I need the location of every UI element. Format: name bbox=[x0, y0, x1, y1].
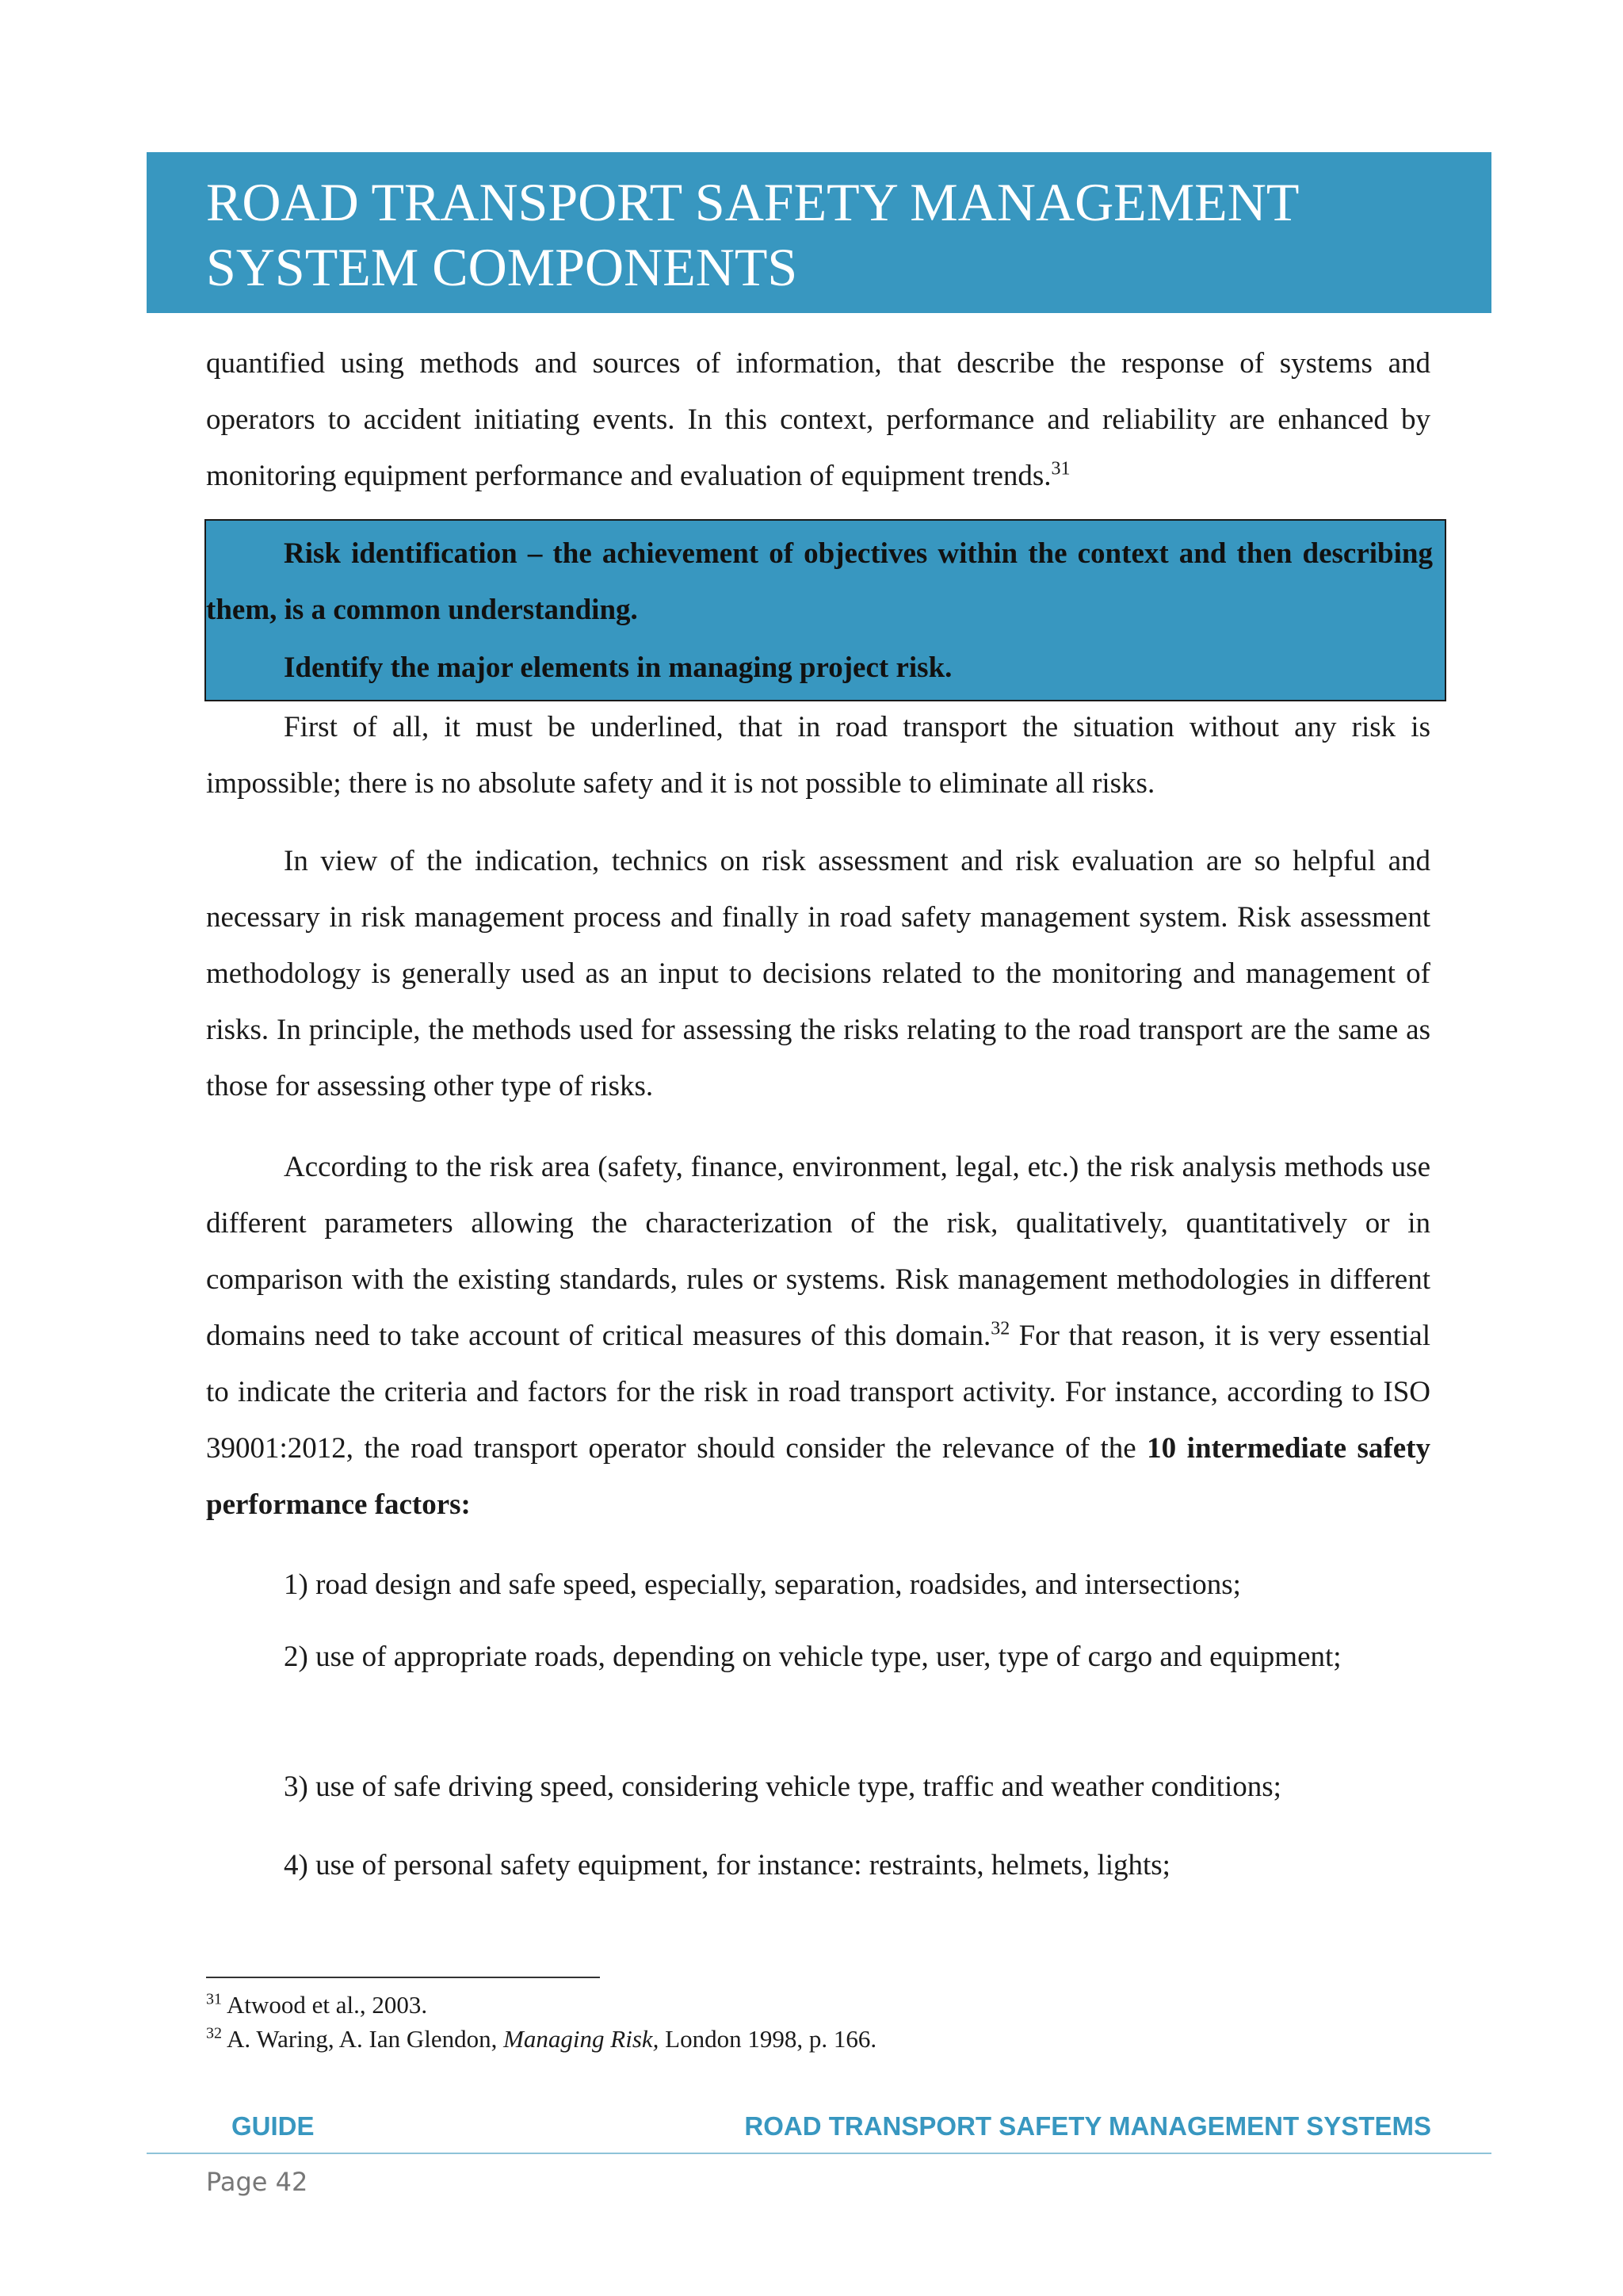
paragraph-3-part-a: According to the risk area (safety, finance, environment, legal, etc.) the risk analysis methods use different parameters allowing the characterization of the risk, qualitatively, quantitatively or in comparison with the existing standards, rules or systems. Risk management methodologies in different domains need to take account of critical measures of this domain. bbox=[206, 1151, 1430, 1352]
footnote-ref-31: 31 bbox=[1051, 458, 1071, 479]
list-item: 3) use of safe driving speed, considering vehicle type, traffic and weather conditions; bbox=[284, 1771, 1281, 1803]
page-title bbox=[206, 170, 1299, 300]
callout-line-1: Risk identification – the achievement of objectives within the context and then describing them, is a common understanding. bbox=[206, 537, 1433, 626]
intro-text: quantified using methods and sources of information, that describe the response of systems and operators to accident initiating events. In this context, performance and reliability are enhanced by monitoring equipment performance and evaluation of equipment trends. bbox=[206, 347, 1430, 492]
footer-divider bbox=[147, 2153, 1491, 2154]
footnote-divider bbox=[206, 1977, 600, 1978]
footnote-ref-32: 32 bbox=[991, 1318, 1010, 1339]
paragraph-2: In view of the indication, technics on risk assessment and risk evaluation are so helpful and necessary in risk management process and finally in road safety management system. Risk assessment methodology is generally used as an input to decisions related to the monitoring and management of risks. In principle, the methods used for assessing the risks relating to the road transport are the same as those for assessing other type of risks. bbox=[206, 845, 1430, 1102]
callout-box bbox=[204, 519, 1446, 701]
footnote-text: A. Waring, A. Ian Glendon, bbox=[222, 2025, 504, 2053]
paragraph-3-bold: 10 intermediate safety performance factors: bbox=[206, 1432, 1430, 1521]
title-line-1: ROAD TRANSPORT SAFETY MANAGEMENT bbox=[206, 172, 1300, 232]
paragraph-3 bbox=[206, 1139, 1430, 1533]
header-band bbox=[147, 152, 1491, 313]
callout-line-2: Identify the major elements in managing project risk. bbox=[284, 651, 953, 684]
page-number: Page 42 bbox=[206, 2167, 308, 2197]
footnote-text: Atwood et al., 2003. bbox=[222, 1991, 428, 2019]
footnote-32 bbox=[206, 2023, 876, 2055]
footer-guide-label: GUIDE bbox=[231, 2111, 315, 2141]
footnote-number: 31 bbox=[206, 1990, 222, 2008]
footnote-number: 32 bbox=[206, 2024, 222, 2042]
list-item: 2) use of appropriate roads, depending on vehicle type, user, type of cargo and equipment; bbox=[284, 1641, 1342, 1673]
footer-document-title: ROAD TRANSPORT SAFETY MANAGEMENT SYSTEMS bbox=[744, 2111, 1431, 2141]
list-item: 1) road design and safe speed, especially, separation, roadsides, and intersections; bbox=[284, 1568, 1241, 1601]
title-line-2: SYSTEM COMPONENTS bbox=[206, 237, 798, 297]
paragraph-1: First of all, it must be underlined, that in road transport the situation without any risk is impossible; there is no absolute safety and it is not possible to eliminate all risks. bbox=[206, 711, 1430, 800]
intro-paragraph bbox=[206, 335, 1430, 504]
footnote-text-end: London 1998, p. 166. bbox=[659, 2025, 877, 2053]
list-item: 4) use of personal safety equipment, for instance: restraints, helmets, lights; bbox=[284, 1849, 1170, 1881]
paragraph-3-part-b: For that reason, it is very essential to indicate the criteria and factors for the risk in road transport activity. For instance, according to ISO 39001:2012, the road transport operator should consider the relevance of the bbox=[206, 1320, 1430, 1465]
footnote-31 bbox=[206, 1989, 427, 2021]
footnote-italic-title: Managing Risk, bbox=[503, 2025, 659, 2053]
